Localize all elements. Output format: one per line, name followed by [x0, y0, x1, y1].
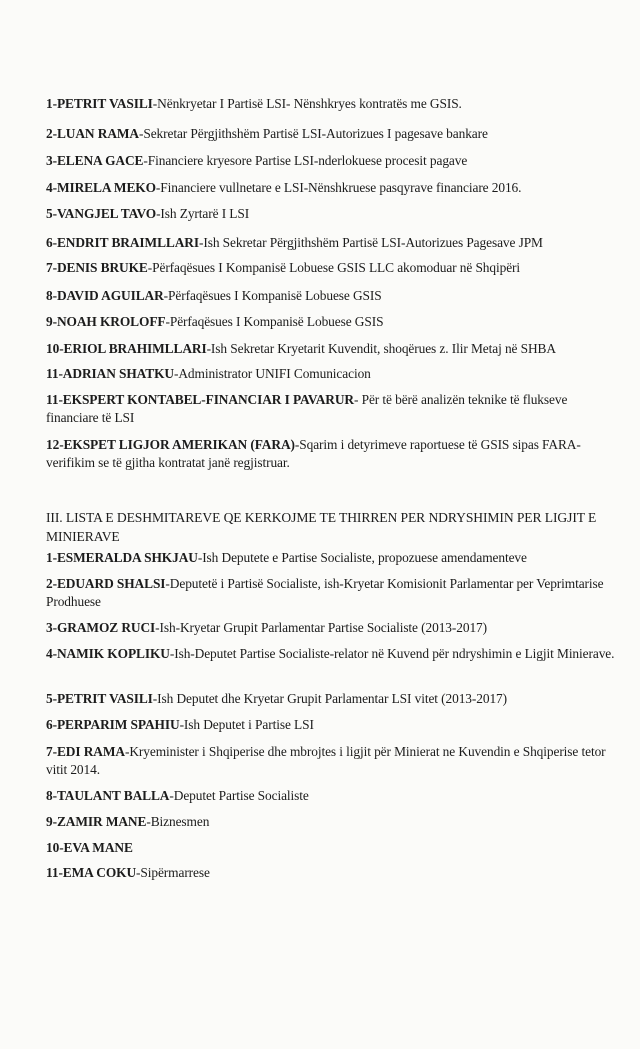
witness-name: 6-ENDRIT BRAIMLLARI — [46, 235, 199, 250]
witness-name: 9-ZAMIR MANE — [46, 814, 147, 829]
list-item — [46, 125, 618, 143]
witness-role: -Biznesmen — [146, 814, 210, 829]
witness-role: -Deputetë i Partisë Socialiste, ish-Kryetar Komisionit Parlamentar per Veprimtarise Prodhuese — [46, 576, 604, 609]
list-item — [46, 152, 618, 170]
list-item — [46, 259, 618, 277]
witness-role: -Deputet Partise Socialiste — [169, 788, 309, 803]
list-item — [46, 619, 618, 637]
witness-role: -Financiere kryesore Partise LSI-nderlokuese procesit pagave — [143, 153, 468, 168]
witness-name: 8-TAULANT BALLA — [46, 788, 170, 803]
list-item — [46, 436, 618, 472]
list-item — [46, 575, 618, 611]
witness-role: -Ish Deputet dhe Kryetar Grupit Parlamentar LSI vitet (2013-2017) — [152, 691, 507, 706]
witness-name: 11-ADRIAN SHATKU — [46, 366, 174, 381]
witness-role: -Kryeminister i Shqiperise dhe mbrojtes i ligjit për Minierat ne Kuvendin e Shqiperise tetor vitit 2014. — [46, 744, 606, 777]
witness-name: 3-ELENA GACE — [46, 153, 144, 168]
witness-role: - Për të bërë analizën teknike të flukseve financiare të LSI — [46, 392, 568, 425]
list-item — [46, 743, 618, 779]
witness-name: 5-VANGJEL TAVO — [46, 206, 157, 221]
witness-name: 11-EMA COKU — [46, 865, 137, 880]
list-item — [46, 549, 618, 567]
witness-role: -Sekretar Përgjithshëm Partisë LSI-Autorizues I pagesave bankare — [139, 126, 488, 141]
witness-role: -Financiere vullnetare e LSI-Nënshkruese pasqyrave financiare 2016. — [155, 180, 522, 195]
witness-name: 6-PERPARIM SPAHIU — [46, 717, 180, 732]
witness-role: -Ish Zyrtarë I LSI — [156, 206, 250, 221]
witness-name: 3-GRAMOZ RUCI — [46, 620, 156, 635]
witness-name: 1-PETRIT VASILI — [46, 96, 153, 111]
witness-role: -Ish-Kryetar Grupit Parlamentar Partise Socialiste (2013-2017) — [155, 620, 487, 635]
list-item — [46, 716, 618, 734]
witness-role: -Nënkryetar I Partisë LSI- Nënshkryes kontratës me GSIS. — [152, 96, 462, 111]
witness-name: 2-EDUARD SHALSI — [46, 576, 166, 591]
witness-name: 11-EKSPERT KONTABEL-FINANCIAR I PAVARUR — [46, 392, 354, 407]
list-item — [46, 813, 618, 831]
list-item — [46, 365, 618, 383]
witness-name: 10-ERIOL BRAHIMLLARI — [46, 341, 207, 356]
witness-role: -Sipërmarrese — [136, 865, 210, 880]
witness-role: -Ish Deputete e Partise Socialiste, propozuese amendamenteve — [197, 550, 527, 565]
witness-name: 7-EDI RAMA — [46, 744, 125, 759]
witness-role: -Ish Sekretar Përgjithshëm Partisë LSI-Autorizues Pagesave JPM — [198, 235, 543, 250]
list-item — [46, 864, 618, 882]
list-item — [46, 391, 618, 427]
witness-role: -Sqarim i detyrimeve raportuese të GSIS sipas FARA-verifikim se të gjitha kontratat janë regjistruar. — [46, 437, 581, 470]
witness-role: -Ish-Deputet Partise Socialiste-relator në Kuvend për ndryshimin e Ligjit Minierave. — [169, 646, 615, 661]
list-item — [46, 690, 618, 708]
witness-name: 1-ESMERALDA SHKJAU — [46, 550, 198, 565]
witness-name: 7-DENIS BRUKE — [46, 260, 148, 275]
list-item — [46, 645, 618, 663]
witness-name: 12-EKSPET LIGJOR AMERIKAN (FARA) — [46, 437, 295, 452]
witness-name: 4-MIRELA MEKO — [46, 180, 156, 195]
list-item — [46, 839, 618, 857]
list-item — [46, 340, 618, 358]
witness-role: -Ish Deputet i Partise LSI — [179, 717, 314, 732]
list-item — [46, 313, 618, 331]
witness-role: -Përfaqësues I Kompanisë Lobuese GSIS — [163, 288, 382, 303]
list-item — [46, 179, 618, 197]
witness-name: 4-NAMIK KOPLIKU — [46, 646, 170, 661]
list-item — [46, 95, 618, 113]
witness-role: -Përfaqësues I Kompanisë Lobuese GSIS LLC akomoduar në Shqipëri — [147, 260, 521, 275]
witness-name: 9-NOAH KROLOFF — [46, 314, 166, 329]
witness-role: -Administrator UNIFI Comunicacion — [173, 366, 371, 381]
witness-role: -Ish Sekretar Kryetarit Kuvendit, shoqërues z. Ilir Metaj në SHBA — [206, 341, 556, 356]
witness-name: 5-PETRIT VASILI — [46, 691, 153, 706]
list-item — [46, 205, 618, 223]
witness-name: 8-DAVID AGUILAR — [46, 288, 164, 303]
witness-name: 10-EVA MANE — [46, 840, 133, 855]
list-item — [46, 287, 618, 305]
witness-name: 2-LUAN RAMA — [46, 126, 139, 141]
witness-role: -Përfaqësues I Kompanisë Lobuese GSIS — [165, 314, 384, 329]
section-heading: III. LISTA E DESHMITAREVE QE KERKOJME TE THIRREN PER NDRYSHIMIN PER LIGJIT E MINIERAVE — [46, 510, 597, 544]
list-item — [46, 234, 618, 252]
list-item — [46, 787, 618, 805]
